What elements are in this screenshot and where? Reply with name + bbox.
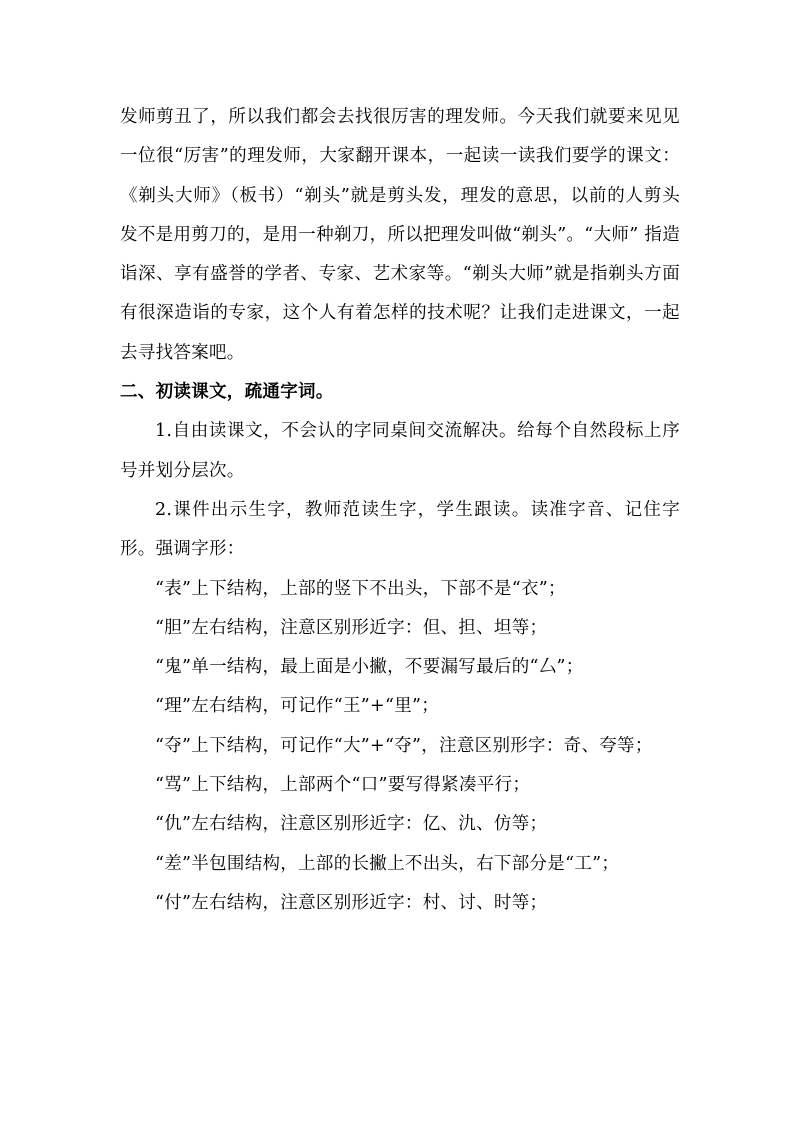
character-note-fu: “付”左右结构，注意区别形近字：村、讨、时等； bbox=[155, 892, 548, 913]
step-1-paragraph: 1.自由读课文，不会认的字同桌间交流解决。给每个自然段标上序号并划分层次。 bbox=[120, 421, 680, 481]
character-note-cha: “差”半包围结构，上部的长撇上不出头，右下部分是“工”； bbox=[155, 853, 620, 874]
intro-paragraph: 发师剪丑了，所以我们都会去找很厉害的理发师。今天我们就要来见见一位很“厉害”的理发师，大家翻开课本，一起读一读我们要学的课文：《剃头大师》（板书）“剃头”就是剪头发，理发的意思，以前的人剪头发不是用剪刀的，是用一种剃刀，所以把理发叫做“剃头”。“大师” 指造诣深、享有盛誉的学者、专家、艺术家等。“剃头大师”就是指剃头方面有很深造诣的专家，这个人有着怎样的技术呢？让我们走进课文，一起去寻找答案吧。 bbox=[120, 107, 680, 363]
character-note-li: “理”左右结构，可记作“王”+“里”； bbox=[155, 696, 440, 717]
character-note-duo: “夺”上下结构，可记作“大”+“夺”，注意区别形字：奇、夸等； bbox=[155, 735, 653, 756]
document-body bbox=[120, 98, 680, 923]
character-note-gui: “鬼”单一结构，最上面是小撇，不要漏写最后的“厶”； bbox=[155, 657, 584, 678]
character-note-biao: “表”上下结构，上部的竖下不出头，下部不是“衣”； bbox=[155, 578, 566, 599]
section-heading: 二、初读课文，疏通字词。 bbox=[120, 382, 334, 403]
step-2-paragraph: 2.课件出示生字，教师范读生字，学生跟读。读准字音、记住字形。强调字形： bbox=[120, 499, 680, 560]
character-note-dan: “胆”左右结构，注意区别形近字：但、担、坦等； bbox=[155, 617, 548, 638]
character-note-chou: “仇”左右结构，注意区别形近字：亿、氿、仿等； bbox=[155, 814, 548, 835]
character-note-ma: “骂”上下结构，上部两个“口”要写得紧凑平行； bbox=[155, 775, 531, 796]
